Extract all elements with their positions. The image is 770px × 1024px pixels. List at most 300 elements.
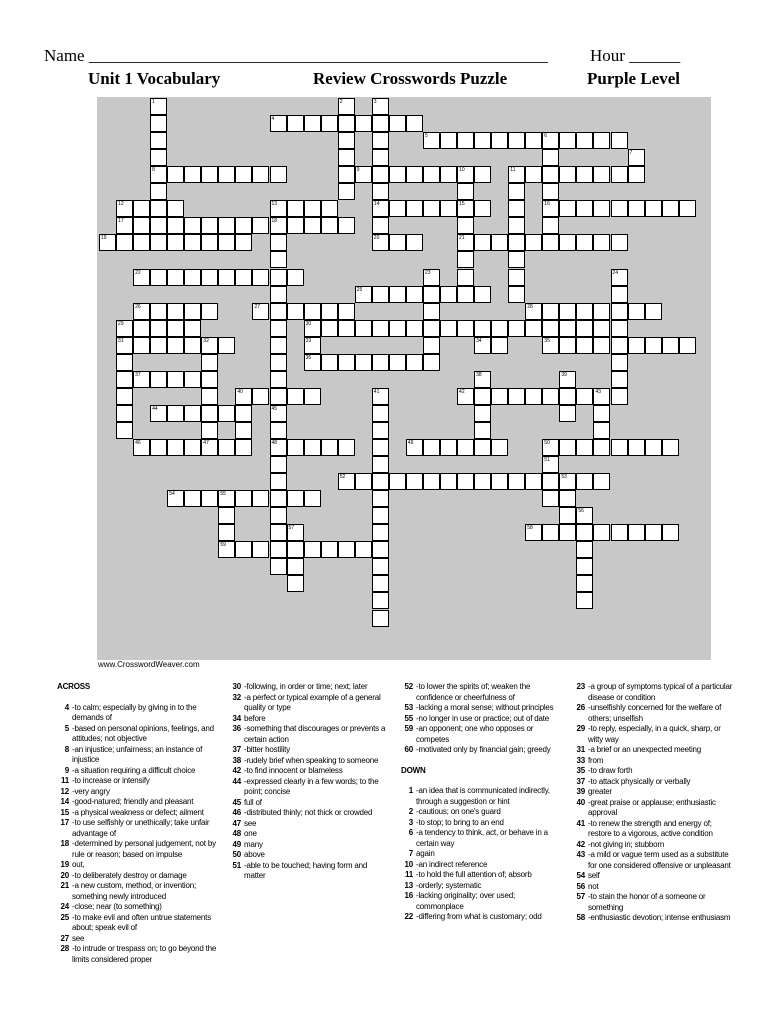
grid-cell[interactable] [150, 303, 167, 320]
grid-cell[interactable] [150, 234, 167, 251]
grid-cell[interactable] [372, 575, 389, 592]
grid-cell[interactable] [235, 490, 252, 507]
grid-cell[interactable] [593, 337, 610, 354]
grid-cell[interactable] [372, 320, 389, 337]
grid-cell[interactable] [167, 217, 184, 234]
grid-cell[interactable] [338, 132, 355, 149]
grid-cell[interactable] [338, 354, 355, 371]
grid-cell[interactable] [372, 558, 389, 575]
grid-cell[interactable] [150, 337, 167, 354]
grid-cell[interactable] [167, 320, 184, 337]
grid-cell[interactable] [372, 610, 389, 627]
grid-cell[interactable] [201, 303, 218, 320]
grid-cell[interactable] [474, 286, 491, 303]
grid-cell[interactable] [525, 166, 542, 183]
grid-cell[interactable] [304, 115, 321, 132]
grid-cell[interactable] [457, 217, 474, 234]
grid-cell[interactable] [508, 269, 525, 286]
grid-cell[interactable] [235, 541, 252, 558]
grid-cell[interactable] [218, 217, 235, 234]
grid-cell[interactable] [321, 541, 338, 558]
grid-cell[interactable] [406, 115, 423, 132]
grid-cell[interactable] [116, 354, 133, 371]
grid-cell[interactable] [304, 217, 321, 234]
grid-cell[interactable] [372, 149, 389, 166]
grid-cell[interactable] [457, 183, 474, 200]
grid-cell[interactable] [593, 200, 610, 217]
grid-cell[interactable] [252, 166, 269, 183]
grid-cell[interactable] [133, 200, 150, 217]
grid-cell[interactable] [406, 200, 423, 217]
grid-cell[interactable] [150, 217, 167, 234]
grid-cell[interactable] [576, 337, 593, 354]
grid-cell[interactable] [372, 490, 389, 507]
grid-cell[interactable] [287, 575, 304, 592]
grid-cell[interactable] [252, 541, 269, 558]
grid-cell[interactable] [389, 286, 406, 303]
grid-cell[interactable] [372, 115, 389, 132]
grid-cell[interactable] [474, 320, 491, 337]
grid-cell[interactable] [184, 371, 201, 388]
grid-cell[interactable] [593, 439, 610, 456]
grid-cell[interactable] [218, 524, 235, 541]
grid-cell[interactable] [457, 473, 474, 490]
grid-cell[interactable] [218, 234, 235, 251]
grid-cell[interactable] [457, 251, 474, 268]
grid-cell[interactable] [559, 405, 576, 422]
grid-cell[interactable] [116, 371, 133, 388]
grid-cell[interactable] [355, 320, 372, 337]
grid-cell[interactable] [270, 388, 287, 405]
grid-cell[interactable] [406, 286, 423, 303]
grid-cell[interactable] [218, 269, 235, 286]
grid-cell[interactable] [542, 320, 559, 337]
grid-cell[interactable] [559, 200, 576, 217]
grid-cell[interactable] [287, 303, 304, 320]
grid-cell[interactable] [150, 115, 167, 132]
grid-cell[interactable] [474, 405, 491, 422]
grid-cell[interactable] [423, 473, 440, 490]
grid-cell[interactable] [645, 337, 662, 354]
grid-cell[interactable] [355, 354, 372, 371]
grid-cell[interactable] [167, 439, 184, 456]
grid-cell[interactable] [338, 115, 355, 132]
grid-cell[interactable] [150, 132, 167, 149]
grid-cell[interactable] [508, 234, 525, 251]
grid-cell[interactable] [576, 558, 593, 575]
grid-cell[interactable] [338, 303, 355, 320]
grid-cell[interactable] [474, 473, 491, 490]
grid-cell[interactable] [270, 354, 287, 371]
grid-cell[interactable] [645, 524, 662, 541]
grid-cell[interactable] [270, 286, 287, 303]
grid-cell[interactable] [593, 473, 610, 490]
grid-cell[interactable] [406, 473, 423, 490]
grid-cell[interactable] [372, 183, 389, 200]
grid-cell[interactable] [406, 166, 423, 183]
grid-cell[interactable] [372, 405, 389, 422]
grid-cell[interactable] [184, 217, 201, 234]
grid-cell[interactable] [270, 422, 287, 439]
grid-cell[interactable] [184, 234, 201, 251]
grid-cell[interactable] [628, 337, 645, 354]
grid-cell[interactable] [372, 286, 389, 303]
grid-cell[interactable] [218, 337, 235, 354]
grid-cell[interactable] [662, 337, 679, 354]
grid-cell[interactable] [167, 405, 184, 422]
grid-cell[interactable] [542, 183, 559, 200]
grid-cell[interactable] [287, 490, 304, 507]
grid-cell[interactable] [133, 217, 150, 234]
grid-cell[interactable] [338, 541, 355, 558]
grid-cell[interactable] [287, 217, 304, 234]
grid-cell[interactable] [474, 422, 491, 439]
grid-cell[interactable] [508, 132, 525, 149]
grid-cell[interactable] [201, 388, 218, 405]
grid-cell[interactable] [440, 200, 457, 217]
grid-cell[interactable] [628, 524, 645, 541]
grid-cell[interactable] [645, 439, 662, 456]
grid-cell[interactable] [491, 234, 508, 251]
grid-cell[interactable] [423, 200, 440, 217]
grid-cell[interactable] [440, 439, 457, 456]
grid-cell[interactable] [611, 200, 628, 217]
grid-cell[interactable] [201, 371, 218, 388]
grid-cell[interactable] [508, 388, 525, 405]
grid-cell[interactable] [184, 490, 201, 507]
grid-cell[interactable] [542, 524, 559, 541]
grid-cell[interactable] [576, 473, 593, 490]
grid-cell[interactable] [457, 320, 474, 337]
grid-cell[interactable] [355, 473, 372, 490]
grid-cell[interactable] [321, 303, 338, 320]
grid-cell[interactable] [611, 439, 628, 456]
grid-cell[interactable] [184, 320, 201, 337]
grid-cell[interactable] [406, 234, 423, 251]
grid-cell[interactable] [645, 303, 662, 320]
grid-cell[interactable] [252, 388, 269, 405]
grid-cell[interactable] [304, 439, 321, 456]
grid-cell[interactable] [423, 166, 440, 183]
grid-cell[interactable] [576, 166, 593, 183]
grid-cell[interactable] [559, 234, 576, 251]
grid-cell[interactable] [270, 507, 287, 524]
grid-cell[interactable] [287, 541, 304, 558]
grid-cell[interactable] [270, 269, 287, 286]
grid-cell[interactable] [372, 456, 389, 473]
grid-cell[interactable] [150, 200, 167, 217]
grid-cell[interactable] [559, 439, 576, 456]
grid-cell[interactable] [440, 166, 457, 183]
grid-cell[interactable] [611, 166, 628, 183]
grid-cell[interactable] [559, 524, 576, 541]
grid-cell[interactable] [508, 286, 525, 303]
grid-cell[interactable] [576, 575, 593, 592]
grid-cell[interactable] [611, 524, 628, 541]
grid-cell[interactable] [235, 166, 252, 183]
grid-cell[interactable] [508, 200, 525, 217]
grid-cell[interactable] [287, 439, 304, 456]
grid-cell[interactable] [593, 320, 610, 337]
grid-cell[interactable] [406, 354, 423, 371]
grid-cell[interactable] [270, 490, 287, 507]
grid-cell[interactable] [218, 439, 235, 456]
grid-cell[interactable] [611, 286, 628, 303]
grid-cell[interactable] [150, 269, 167, 286]
grid-cell[interactable] [270, 541, 287, 558]
grid-cell[interactable] [679, 200, 696, 217]
grid-cell[interactable] [576, 200, 593, 217]
grid-cell[interactable] [184, 337, 201, 354]
grid-cell[interactable] [184, 166, 201, 183]
grid-cell[interactable] [321, 439, 338, 456]
grid-cell[interactable] [235, 439, 252, 456]
grid-cell[interactable] [287, 115, 304, 132]
grid-cell[interactable] [167, 337, 184, 354]
grid-cell[interactable] [235, 422, 252, 439]
grid-cell[interactable] [372, 439, 389, 456]
grid-cell[interactable] [287, 558, 304, 575]
grid-cell[interactable] [389, 473, 406, 490]
grid-cell[interactable] [593, 405, 610, 422]
grid-cell[interactable] [372, 132, 389, 149]
grid-cell[interactable] [201, 354, 218, 371]
grid-cell[interactable] [576, 524, 593, 541]
grid-cell[interactable] [559, 166, 576, 183]
grid-cell[interactable] [116, 422, 133, 439]
grid-cell[interactable] [270, 371, 287, 388]
grid-cell[interactable] [201, 422, 218, 439]
grid-cell[interactable] [235, 405, 252, 422]
grid-cell[interactable] [116, 388, 133, 405]
grid-cell[interactable] [133, 320, 150, 337]
grid-cell[interactable] [593, 303, 610, 320]
grid-cell[interactable] [372, 541, 389, 558]
grid-cell[interactable] [270, 320, 287, 337]
grid-cell[interactable] [662, 524, 679, 541]
grid-cell[interactable] [576, 388, 593, 405]
grid-cell[interactable] [372, 354, 389, 371]
grid-cell[interactable] [474, 132, 491, 149]
grid-cell[interactable] [593, 234, 610, 251]
grid-cell[interactable] [611, 132, 628, 149]
grid-cell[interactable] [270, 337, 287, 354]
grid-cell[interactable] [389, 354, 406, 371]
grid-cell[interactable] [321, 115, 338, 132]
grid-cell[interactable] [338, 183, 355, 200]
grid-cell[interactable] [474, 200, 491, 217]
grid-cell[interactable] [525, 320, 542, 337]
grid-cell[interactable] [133, 234, 150, 251]
grid-cell[interactable] [218, 405, 235, 422]
grid-cell[interactable] [167, 303, 184, 320]
grid-cell[interactable] [321, 354, 338, 371]
grid-cell[interactable] [372, 217, 389, 234]
grid-cell[interactable] [338, 320, 355, 337]
grid-cell[interactable] [559, 320, 576, 337]
grid-cell[interactable] [525, 388, 542, 405]
grid-cell[interactable] [423, 354, 440, 371]
grid-cell[interactable] [508, 183, 525, 200]
grid-cell[interactable] [252, 217, 269, 234]
grid-cell[interactable] [423, 303, 440, 320]
grid-cell[interactable] [576, 541, 593, 558]
grid-cell[interactable] [201, 217, 218, 234]
grid-cell[interactable] [491, 320, 508, 337]
grid-cell[interactable] [491, 439, 508, 456]
grid-cell[interactable] [559, 132, 576, 149]
grid-cell[interactable] [559, 337, 576, 354]
grid-cell[interactable] [576, 303, 593, 320]
grid-cell[interactable] [542, 490, 559, 507]
grid-cell[interactable] [406, 320, 423, 337]
grid-cell[interactable] [150, 371, 167, 388]
grid-cell[interactable] [440, 286, 457, 303]
grid-cell[interactable] [201, 405, 218, 422]
grid-cell[interactable] [167, 234, 184, 251]
grid-cell[interactable] [593, 166, 610, 183]
grid-cell[interactable] [576, 592, 593, 609]
grid-cell[interactable] [252, 269, 269, 286]
grid-cell[interactable] [542, 234, 559, 251]
grid-cell[interactable] [372, 524, 389, 541]
grid-cell[interactable] [116, 234, 133, 251]
grid-cell[interactable] [542, 166, 559, 183]
grid-cell[interactable] [321, 200, 338, 217]
grid-cell[interactable] [645, 200, 662, 217]
grid-cell[interactable] [542, 473, 559, 490]
grid-cell[interactable] [218, 166, 235, 183]
grid-cell[interactable] [167, 166, 184, 183]
grid-cell[interactable] [235, 269, 252, 286]
grid-cell[interactable] [150, 439, 167, 456]
grid-cell[interactable] [542, 149, 559, 166]
grid-cell[interactable] [338, 149, 355, 166]
grid-cell[interactable] [184, 405, 201, 422]
grid-cell[interactable] [474, 166, 491, 183]
grid-cell[interactable] [440, 320, 457, 337]
grid-cell[interactable] [270, 303, 287, 320]
grid-cell[interactable] [491, 337, 508, 354]
grid-cell[interactable] [372, 592, 389, 609]
grid-cell[interactable] [457, 439, 474, 456]
grid-cell[interactable] [389, 166, 406, 183]
grid-cell[interactable] [440, 132, 457, 149]
grid-cell[interactable] [525, 473, 542, 490]
grid-cell[interactable] [559, 490, 576, 507]
grid-cell[interactable] [355, 541, 372, 558]
grid-cell[interactable] [304, 541, 321, 558]
grid-cell[interactable] [576, 320, 593, 337]
grid-cell[interactable] [491, 388, 508, 405]
grid-cell[interactable] [491, 473, 508, 490]
grid-cell[interactable] [372, 166, 389, 183]
grid-cell[interactable] [235, 217, 252, 234]
grid-cell[interactable] [559, 507, 576, 524]
grid-cell[interactable] [116, 405, 133, 422]
grid-cell[interactable] [508, 217, 525, 234]
grid-cell[interactable] [576, 439, 593, 456]
grid-cell[interactable] [423, 337, 440, 354]
grid-cell[interactable] [423, 439, 440, 456]
grid-cell[interactable] [167, 200, 184, 217]
grid-cell[interactable] [338, 166, 355, 183]
grid-cell[interactable] [559, 388, 576, 405]
grid-cell[interactable] [321, 320, 338, 337]
grid-cell[interactable] [559, 303, 576, 320]
grid-cell[interactable] [304, 388, 321, 405]
grid-cell[interactable] [474, 388, 491, 405]
grid-cell[interactable] [611, 371, 628, 388]
grid-cell[interactable] [287, 200, 304, 217]
grid-cell[interactable] [389, 200, 406, 217]
grid-cell[interactable] [167, 269, 184, 286]
grid-cell[interactable] [218, 507, 235, 524]
hour-line[interactable]: Hour ______ [590, 46, 681, 65]
grid-cell[interactable] [593, 422, 610, 439]
grid-cell[interactable] [270, 166, 287, 183]
grid-cell[interactable] [372, 507, 389, 524]
grid-cell[interactable] [457, 132, 474, 149]
name-line[interactable]: Name ______________________________________________________ [44, 46, 548, 65]
grid-cell[interactable] [270, 251, 287, 268]
grid-cell[interactable] [628, 200, 645, 217]
grid-cell[interactable] [389, 115, 406, 132]
grid-cell[interactable] [389, 320, 406, 337]
grid-cell[interactable] [508, 251, 525, 268]
grid-cell[interactable] [184, 303, 201, 320]
grid-cell[interactable] [628, 303, 645, 320]
grid-cell[interactable] [184, 439, 201, 456]
grid-cell[interactable] [423, 320, 440, 337]
grid-cell[interactable] [287, 269, 304, 286]
grid-cell[interactable] [491, 132, 508, 149]
grid-cell[interactable] [338, 217, 355, 234]
grid-cell[interactable] [270, 473, 287, 490]
grid-cell[interactable] [611, 234, 628, 251]
grid-cell[interactable] [338, 439, 355, 456]
grid-cell[interactable] [150, 149, 167, 166]
grid-cell[interactable] [201, 269, 218, 286]
grid-cell[interactable] [474, 439, 491, 456]
grid-cell[interactable] [321, 217, 338, 234]
grid-cell[interactable] [235, 234, 252, 251]
grid-cell[interactable] [525, 234, 542, 251]
grid-cell[interactable] [628, 439, 645, 456]
grid-cell[interactable] [508, 320, 525, 337]
grid-cell[interactable] [576, 234, 593, 251]
grid-cell[interactable] [611, 354, 628, 371]
grid-cell[interactable] [457, 286, 474, 303]
grid-cell[interactable] [201, 166, 218, 183]
grid-cell[interactable] [611, 320, 628, 337]
grid-cell[interactable] [542, 217, 559, 234]
grid-cell[interactable] [508, 473, 525, 490]
grid-cell[interactable] [167, 371, 184, 388]
grid-cell[interactable] [304, 200, 321, 217]
grid-cell[interactable] [184, 269, 201, 286]
grid-cell[interactable] [679, 337, 696, 354]
grid-cell[interactable] [628, 166, 645, 183]
grid-cell[interactable] [150, 320, 167, 337]
grid-cell[interactable] [270, 456, 287, 473]
grid-cell[interactable] [252, 490, 269, 507]
grid-cell[interactable] [662, 200, 679, 217]
grid-cell[interactable] [593, 132, 610, 149]
grid-cell[interactable] [611, 337, 628, 354]
grid-cell[interactable] [542, 388, 559, 405]
grid-cell[interactable] [372, 473, 389, 490]
